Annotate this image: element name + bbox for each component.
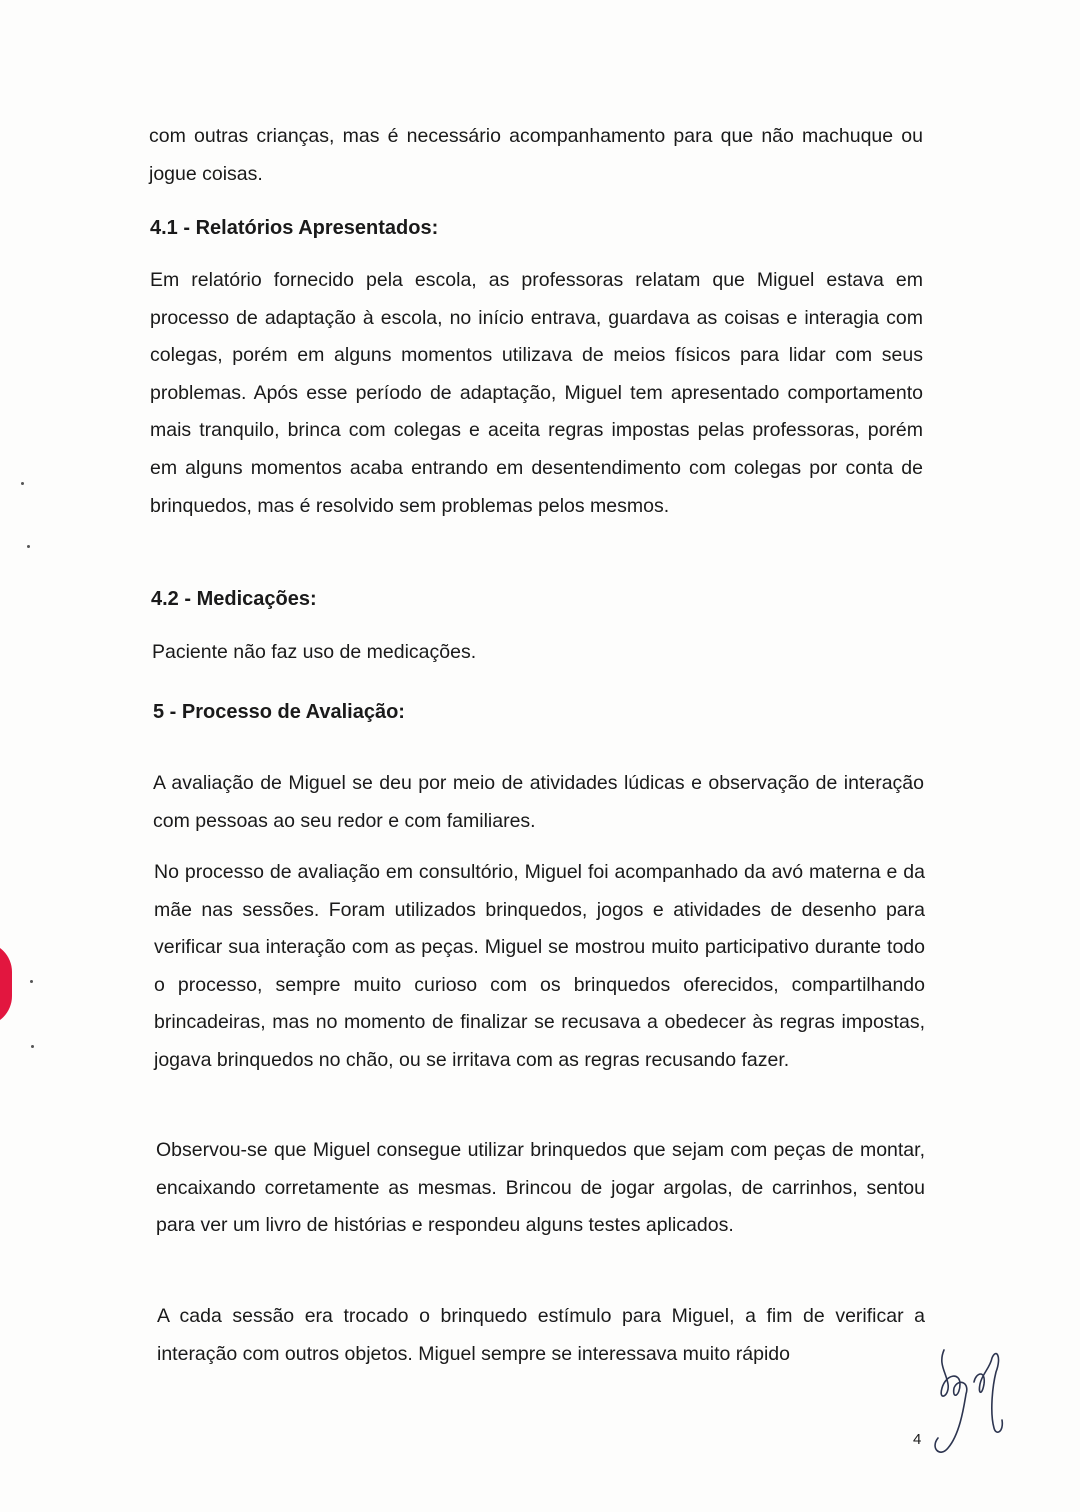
section-heading-4-1: 4.1 - Relatórios Apresentados: xyxy=(150,217,439,239)
section-5-paragraph-4: A cada sessão era trocado o brinquedo estímulo para Miguel, a fim de verificar a interação com outros objetos. Miguel sempre se interessava muito rápido xyxy=(157,1305,925,1365)
section-4-2-paragraph: Paciente não faz uso de medicações. xyxy=(152,641,477,663)
margin-dot xyxy=(30,980,33,983)
section-5-paragraph-2: No processo de avaliação em consultório, Miguel foi acompanhado da avó materna e da mãe nas sessões. Foram utilizados brinquedos, jogos e atividades de desenho para verificar sua interação com as peças. Miguel se mostrou muito participativo durante todo o processo, sempre muito curioso com os brinquedos oferecidos, compartilhando brincadeiras, mas no momento de finalizar se recusava a obedecer às regras impostas, jogava brinquedos no chão, ou se irritava com as regras recusando fazer. xyxy=(154,861,925,1071)
section-heading-5: 5 - Processo de Avaliação: xyxy=(153,701,405,723)
margin-dot xyxy=(27,545,30,548)
page-number: 4 xyxy=(913,1431,922,1448)
margin-dot xyxy=(21,482,24,485)
section-5-paragraph-1: A avaliação de Miguel se deu por meio de atividades lúdicas e observação de interação com pessoas ao seu redor e com familiares. xyxy=(153,772,924,832)
section-5-paragraph-3: Observou-se que Miguel consegue utilizar brinquedos que sejam com peças de montar, encaixando corretamente as mesmas. Brincou de jogar argolas, de carrinhos, sentou para ver um livro de histórias e respondeu alguns testes aplicados. xyxy=(156,1139,925,1237)
margin-dot xyxy=(31,1045,34,1048)
binder-tab-mark xyxy=(0,942,12,1026)
handwritten-signature xyxy=(930,1344,1020,1494)
section-4-1-paragraph: Em relatório fornecido pela escola, as professoras relatam que Miguel estava em processo de adaptação à escola, no início entrava, guardava as coisas e interagia com colegas, porém em alguns momentos utilizava de meios físicos para lidar com seus problemas. Após esse período de adaptação, Miguel tem apresentado comportamento mais tranquilo, brinca com colegas e aceita regras impostas pelas professoras, porém em alguns momentos acaba entrando em desentendimento com colegas por conta de brinquedos, mas é resolvido sem problemas pelos mesmos. xyxy=(150,269,923,517)
intro-paragraph: com outras crianças, mas é necessário acompanhamento para que não machuque ou jogue coisas. xyxy=(149,125,923,185)
section-heading-4-2: 4.2 - Medicações: xyxy=(151,588,317,610)
